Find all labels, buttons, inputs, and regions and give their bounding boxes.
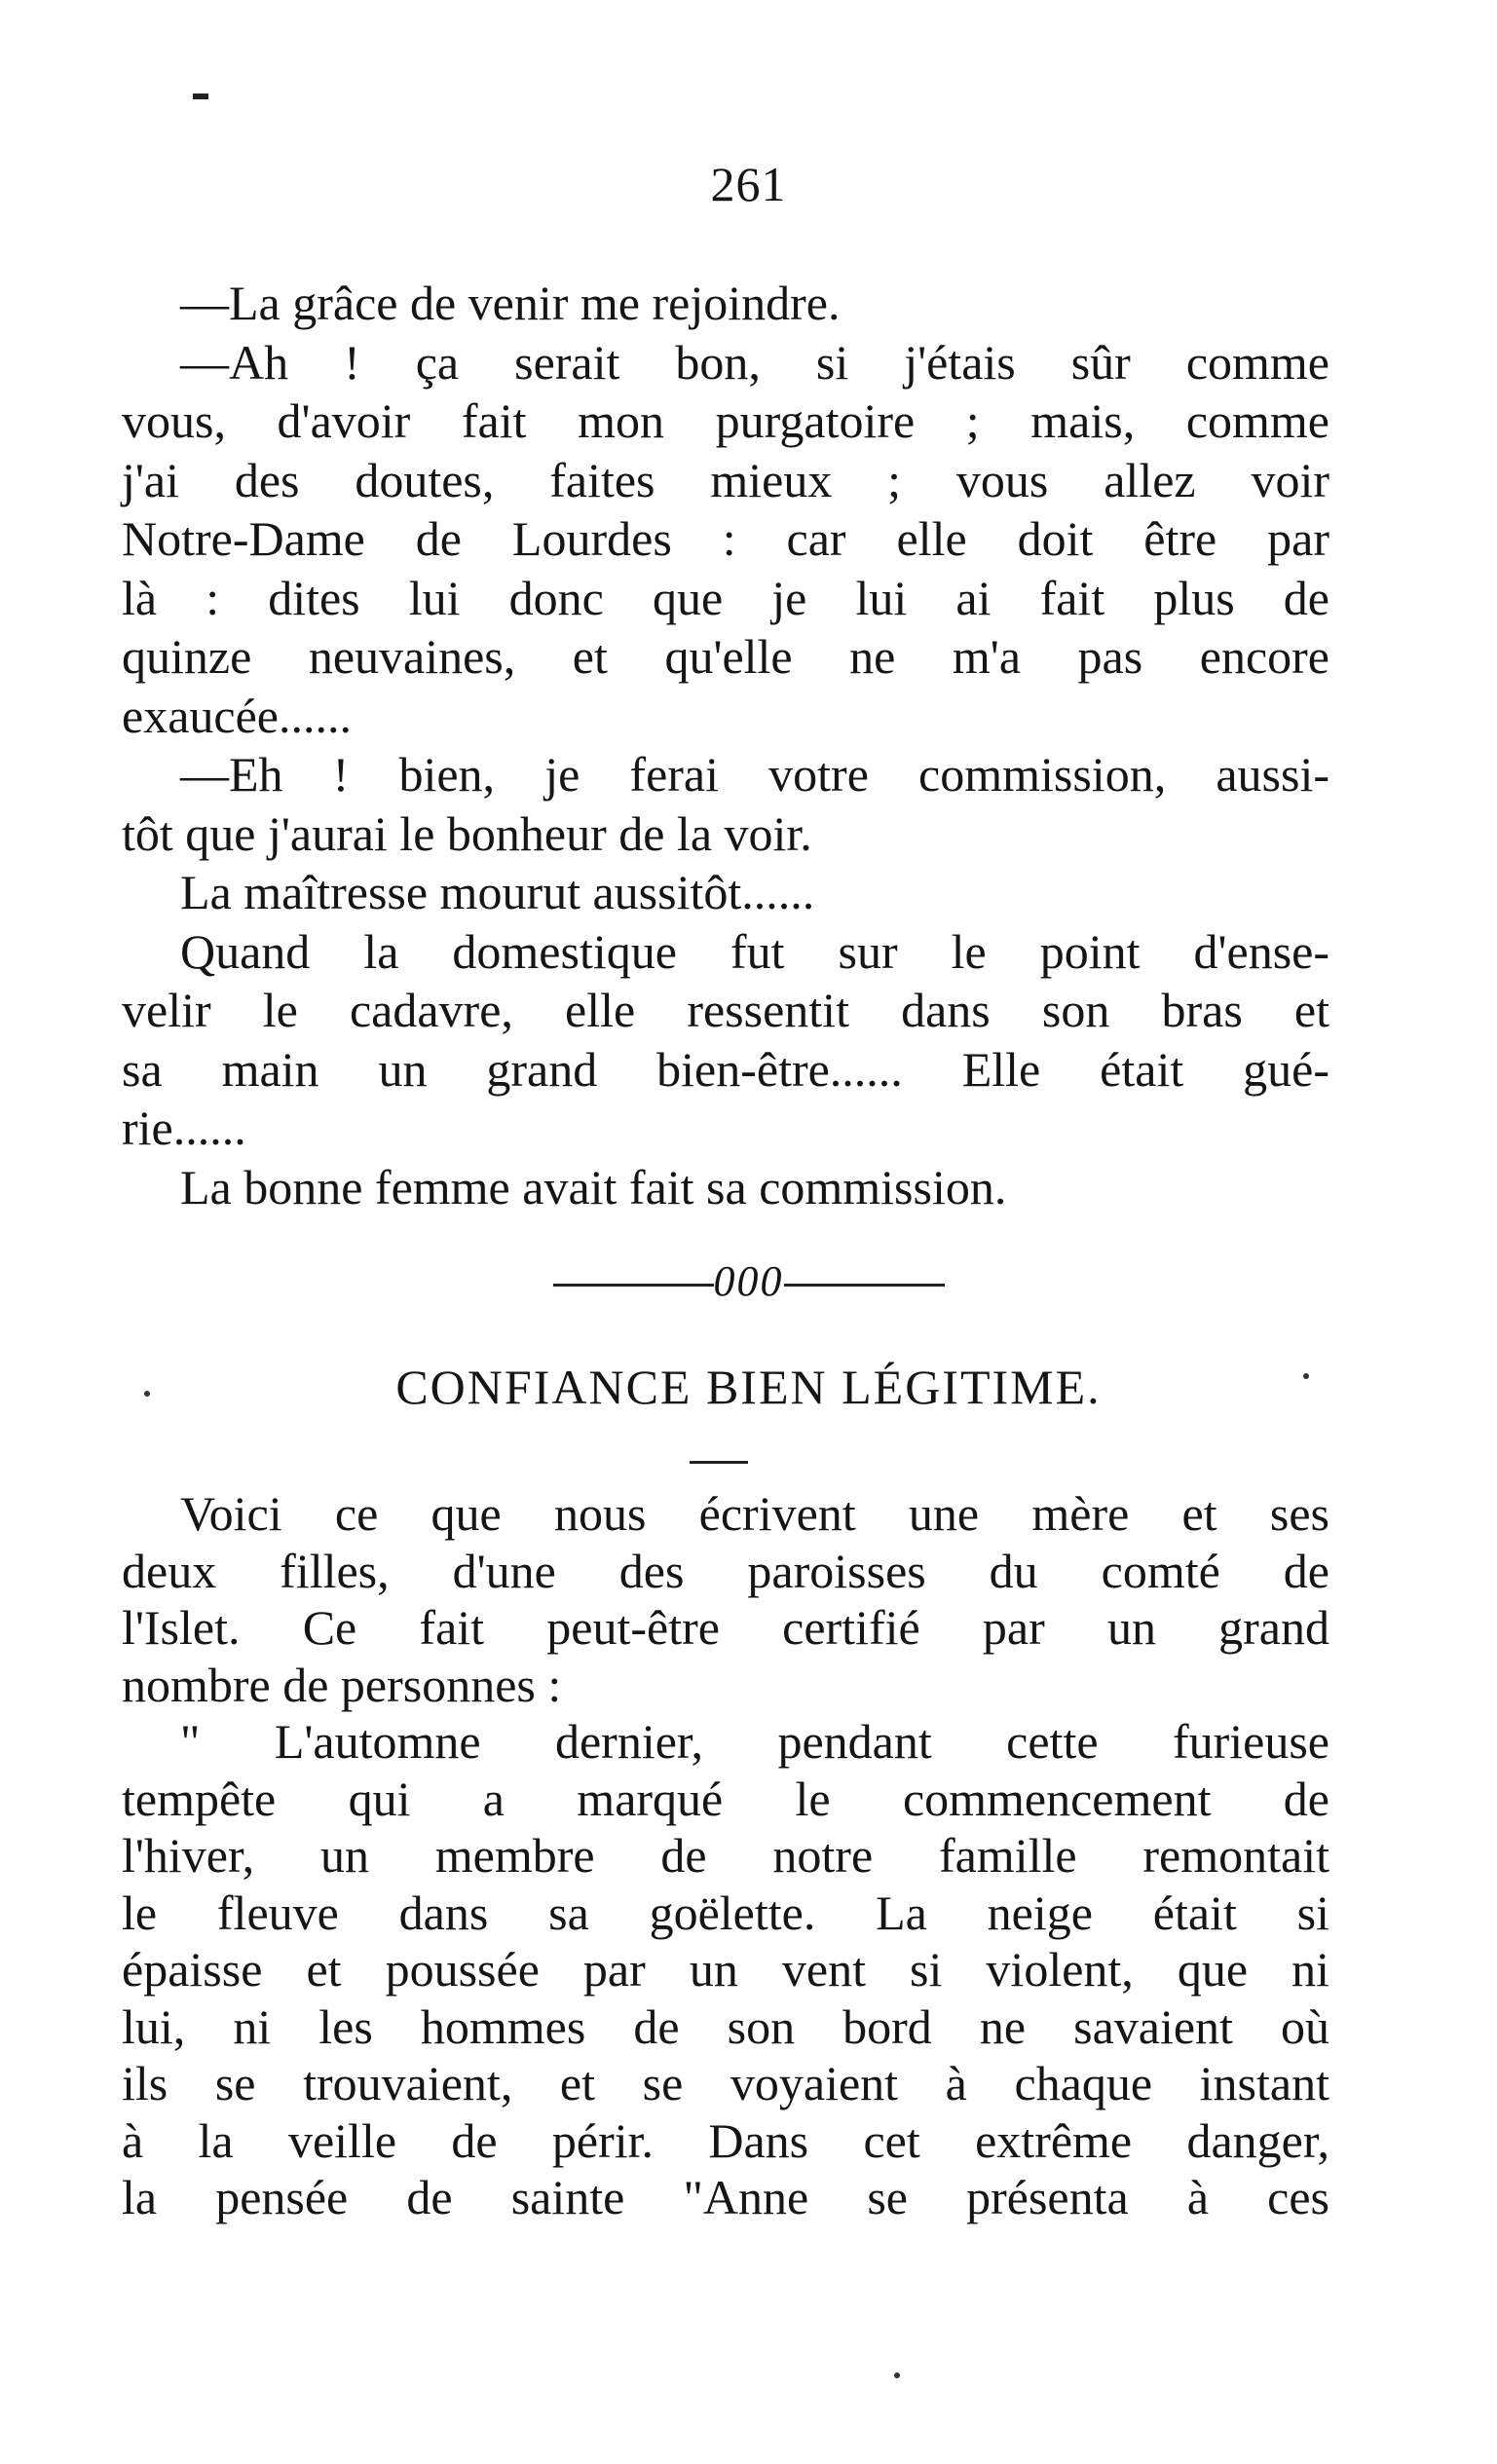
text-line: la pensée de sainte "Anne se présenta à ces (122, 2170, 1329, 2224)
text-line: épaisse et poussée par un vent si violent, que ni (122, 1942, 1329, 1997)
text-line: Quand la domestique fut sur le point d'ense- (180, 923, 1329, 979)
text-line: exaucée...... (122, 688, 352, 743)
text-line: quinze neuvaines, et qu'elle ne m'a pas encore (122, 629, 1329, 684)
text-line: sa main un grand bien-être...... Elle était gué- (122, 1041, 1329, 1097)
text-line: Voici ce que nous écrivent une mère et ses (180, 1486, 1329, 1541)
text-line: La bonne femme avait fait sa commission. (180, 1159, 1007, 1214)
separator-ornament: 000 (713, 1257, 784, 1305)
separator-rule-right (784, 1284, 945, 1287)
text-line: —Ah ! ça serait bon, si j'étais sûr comme (180, 334, 1329, 390)
separator-rule-left (553, 1284, 714, 1287)
section-separator (0, 1256, 1497, 1306)
text-line: tôt que j'aurai le bonheur de la voir. (122, 805, 812, 861)
text-line: tempête qui a marqué le commencement de (122, 1771, 1329, 1826)
text-line: —La grâce de venir me rejoindre. (180, 276, 841, 330)
speck-mark (144, 1391, 150, 1397)
text-line: La maîtresse mourut aussitôt...... (180, 865, 815, 919)
text-line: velir le cadavre, elle ressentit dans son bras et (122, 983, 1329, 1037)
text-line: l'hiver, un membre de notre famille remontait (122, 1828, 1329, 1883)
speck-mark (1303, 1373, 1309, 1379)
heading-underline-dash (690, 1461, 748, 1464)
text-line: j'ai des doutes, faites mieux ; vous allez voir (122, 452, 1329, 507)
text-line: lui, ni les hommes de son bord ne savaient où (122, 1998, 1329, 2054)
speck-mark (894, 2372, 900, 2378)
text-line: vous, d'avoir fait mon purgatoire ; mais, comme (122, 393, 1329, 448)
page-number: 261 (710, 157, 787, 211)
text-line: là : dites lui donc que je lui ai fait plus de (122, 570, 1329, 625)
text-line: ils se trouvaient, et se voyaient à chaque instant (122, 2056, 1329, 2110)
text-line: deux filles, d'une des paroisses du comté de (122, 1543, 1329, 1598)
text-line: " L'automne dernier, pendant cette furieuse (180, 1714, 1329, 1769)
text-line: le fleuve dans sa goëlette. La neige était si (122, 1885, 1329, 1940)
text-line: Notre-Dame de Lourdes : car elle doit être par (122, 511, 1329, 566)
text-line: à la veille de périr. Dans cet extrême danger, (122, 2112, 1329, 2168)
text-line: rie...... (122, 1101, 246, 1155)
text-line: nombre de personnes : (122, 1657, 562, 1712)
print-mark (193, 93, 208, 99)
text-line: l'Islet. Ce fait peut-être certifié par un grand (122, 1600, 1329, 1655)
section-heading: CONFIANCE BIEN LÉGITIME. (395, 1360, 1102, 1414)
text-line: —Eh ! bien, je ferai votre commission, aussi- (180, 747, 1329, 802)
